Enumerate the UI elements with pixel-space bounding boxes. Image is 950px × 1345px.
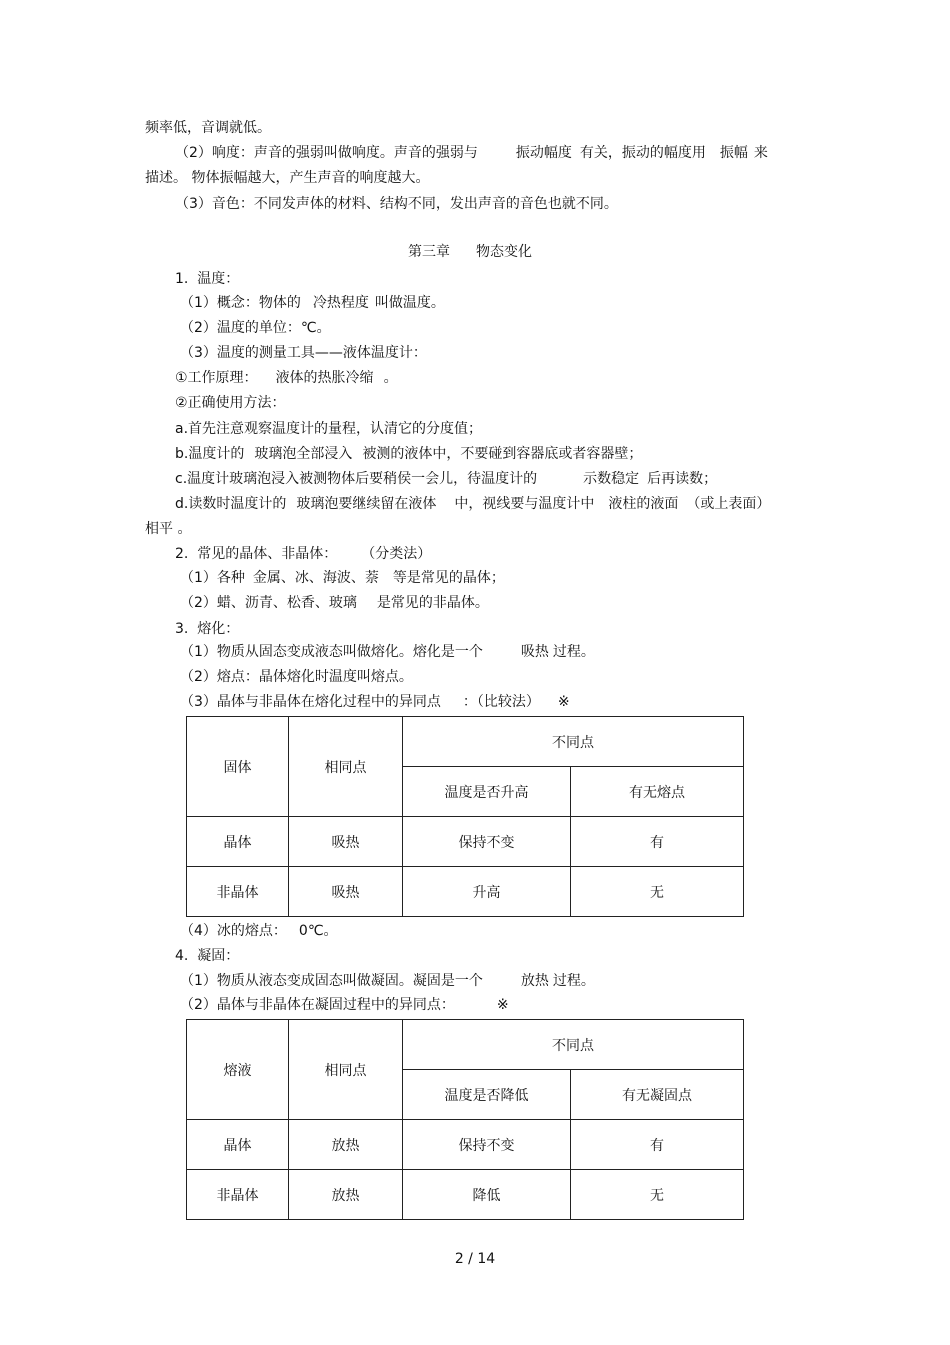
text: （2）晶体与非晶体在凝固过程中的异同点： xyxy=(180,997,455,1013)
page-number: 2 / 14 xyxy=(454,1251,496,1267)
fill-in-answer: 振幅 xyxy=(719,145,748,161)
text: （2）蜡、沥青、松香、玻璃 xyxy=(180,595,357,611)
table-header-cell: 有无熔点 xyxy=(571,767,744,817)
table-cell: 晶体 xyxy=(187,1120,289,1170)
text-line xyxy=(180,319,331,337)
table-header-cell: 不同点 xyxy=(403,717,744,767)
text: ②正确使用方法： xyxy=(175,395,286,411)
text-line xyxy=(175,144,768,162)
table-header-cell: 相同点 xyxy=(289,1020,403,1120)
reference-mark: ※ xyxy=(557,694,570,710)
text: ①工作原理： xyxy=(175,370,258,386)
reference-mark: ※ xyxy=(496,997,509,1013)
section-heading xyxy=(175,270,239,288)
text-line xyxy=(180,996,509,1014)
text: （2）温度的单位：℃。 xyxy=(180,320,331,336)
text: （3）晶体与非晶体在熔化过程中的异同点 xyxy=(180,694,441,710)
table-row xyxy=(187,817,744,867)
table-row xyxy=(187,1170,744,1220)
table-cell: 保持不变 xyxy=(403,1120,571,1170)
solidification-comparison-table xyxy=(186,1019,744,1220)
table-header-cell: 不同点 xyxy=(403,1020,744,1070)
text-line xyxy=(145,119,271,137)
text: 有关，振动的幅度用 xyxy=(579,145,706,161)
section-heading xyxy=(175,947,239,965)
fill-in-answer: 金属、冰、海波、萘 xyxy=(252,570,379,586)
table-cell: 放热 xyxy=(289,1170,403,1220)
text: 等是常见的晶体； xyxy=(392,570,505,586)
text: d.读数时温度计的 xyxy=(175,496,287,512)
text-line xyxy=(145,520,191,538)
chapter-name: 物态变化 xyxy=(476,244,532,260)
text: c.温度计玻璃泡浸入被测物体后要稍侯一会儿，待温度计的 xyxy=(175,471,538,487)
table-header-cell: 有无凝固点 xyxy=(571,1070,744,1120)
table-cell: 放热 xyxy=(289,1120,403,1170)
section-heading xyxy=(175,545,431,563)
table-header-cell: 相同点 xyxy=(289,717,403,817)
text: 被测的液体中，不要碰到容器底或者容器壁； xyxy=(362,446,643,462)
text: （2）响度：声音的强弱叫做响度。声音的强弱与 xyxy=(175,145,478,161)
text-line xyxy=(180,693,570,711)
text: （3）音色：不同发声体的材料、结构不同，发出声音的音色也就不同。 xyxy=(175,196,618,212)
text: 后再读数； xyxy=(647,471,718,487)
text: 来 xyxy=(753,145,768,161)
text: 过程。 xyxy=(552,644,595,660)
table-cell: 有 xyxy=(571,817,744,867)
table-header-row xyxy=(187,717,744,767)
text-line xyxy=(145,169,429,187)
chapter-number: 第三章 xyxy=(408,244,450,260)
text-line xyxy=(175,369,398,387)
fill-in-answer: 液体的热胀冷缩 xyxy=(275,370,374,386)
text: 相平 。 xyxy=(145,521,192,537)
fill-in-answer: 吸热 xyxy=(520,644,549,660)
text: （1）物质从固态变成液态叫做熔化。熔化是一个 xyxy=(180,644,483,660)
text: 描述。 物体振幅越大，产生声音的响度越大。 xyxy=(145,170,430,186)
text: （1）各种 xyxy=(180,570,245,586)
fill-in-answer: 振动幅度 xyxy=(515,145,572,161)
table-cell: 无 xyxy=(571,867,744,917)
text-line xyxy=(180,344,427,362)
fill-in-answer: 示数稳定 xyxy=(583,471,640,487)
text: 4. 凝固： xyxy=(175,948,240,964)
text: （分类法） xyxy=(361,546,432,562)
text: （1）物质从液态变成固态叫做凝固。凝固是一个 xyxy=(180,973,483,989)
fill-in-answer: 液柱的液面 xyxy=(608,496,679,512)
table-cell: 非晶体 xyxy=(187,1170,289,1220)
section-heading xyxy=(175,620,239,638)
table-row xyxy=(187,867,744,917)
text-line xyxy=(180,922,338,940)
text-line xyxy=(180,294,445,312)
fill-in-answer: 玻璃泡要继续留在液体 xyxy=(296,496,437,512)
table-header-cell: 温度是否升高 xyxy=(403,767,571,817)
table-cell: 降低 xyxy=(403,1170,571,1220)
text-line xyxy=(180,643,595,661)
text: 中，视线要与温度计中 xyxy=(454,496,595,512)
text: （1）概念：物体的 xyxy=(180,295,301,311)
text: 1. 温度： xyxy=(175,271,240,287)
fill-in-answer: 玻璃泡全部浸入 xyxy=(254,446,353,462)
chapter-title xyxy=(408,243,532,261)
table-cell: 有 xyxy=(571,1120,744,1170)
text: 2. 常见的晶体、非晶体： xyxy=(175,546,338,562)
table-cell: 非晶体 xyxy=(187,867,289,917)
table-header-cell: 固体 xyxy=(187,717,289,817)
fill-in-answer: 0℃。 xyxy=(298,923,338,939)
text-line xyxy=(180,972,595,990)
melting-comparison-table xyxy=(186,716,744,917)
text: （或上表面） xyxy=(686,496,771,512)
text: 是常见的非晶体。 xyxy=(376,595,489,611)
table-cell: 无 xyxy=(571,1170,744,1220)
text: 叫做温度。 xyxy=(374,295,445,311)
text: 。 xyxy=(383,370,398,386)
table-cell: 吸热 xyxy=(289,817,403,867)
text-line xyxy=(180,668,413,686)
table-cell: 升高 xyxy=(403,867,571,917)
text-line xyxy=(175,420,482,438)
text: （3）温度的测量工具——液体温度计： xyxy=(180,345,427,361)
table-header-row xyxy=(187,1020,744,1070)
text-line xyxy=(175,195,618,213)
text: （4）冰的熔点： xyxy=(180,923,287,939)
table-cell: 保持不变 xyxy=(403,817,571,867)
text: ：（比较法） xyxy=(462,694,540,710)
table-cell: 吸热 xyxy=(289,867,403,917)
text-line xyxy=(175,470,717,488)
text: 3. 熔化： xyxy=(175,621,240,637)
text-line xyxy=(175,445,642,463)
text-line xyxy=(180,594,489,612)
table-header-cell: 温度是否降低 xyxy=(403,1070,571,1120)
text: 频率低，音调就低。 xyxy=(145,120,271,136)
text: （2）熔点：晶体熔化时温度叫熔点。 xyxy=(180,669,413,685)
text: a.首先注意观察温度计的量程，认清它的分度值； xyxy=(175,421,483,437)
table-header-cell: 熔液 xyxy=(187,1020,289,1120)
fill-in-answer: 放热 xyxy=(520,973,549,989)
text-line xyxy=(180,569,505,587)
fill-in-answer: 冷热程度 xyxy=(312,295,369,311)
table-cell: 晶体 xyxy=(187,817,289,867)
text: b.温度计的 xyxy=(175,446,245,462)
text-line xyxy=(175,394,286,412)
text: 过程。 xyxy=(552,973,595,989)
text-line xyxy=(175,495,770,513)
table-row xyxy=(187,1120,744,1170)
